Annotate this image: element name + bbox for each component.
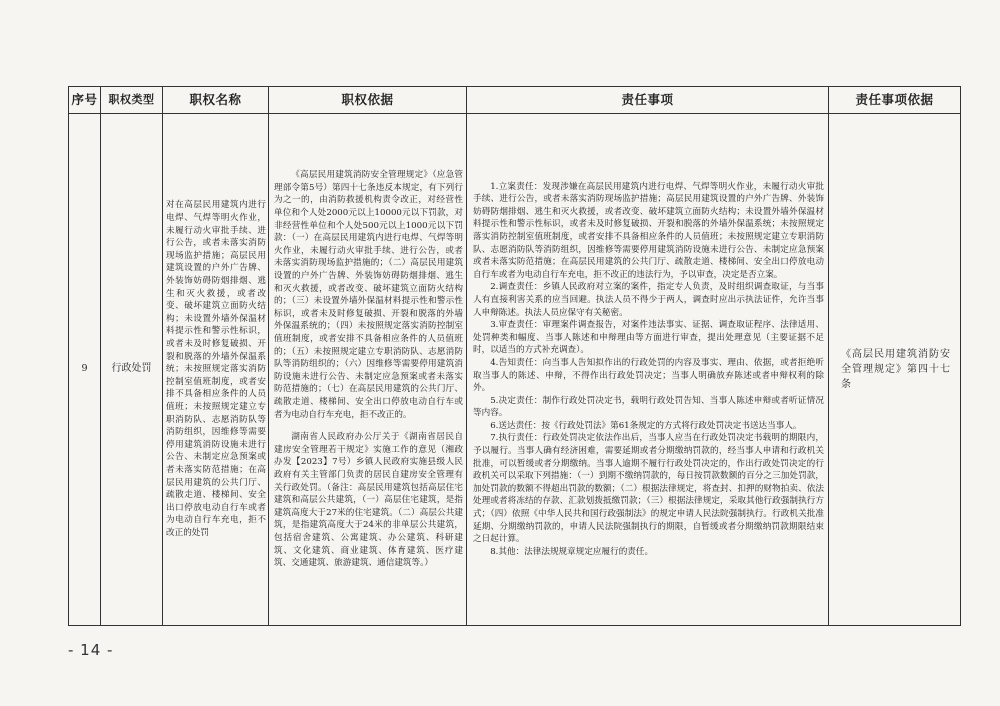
cell-resp — [467, 114, 829, 626]
resp-item-execution: 7.执行责任：行政处罚决定依法作出后，当事人应当在行政处罚决定书载明的期限内，予以履行。当事人确有经济困难，需要延期或者分期缴纳罚款的，经当事人申请和行政机关批准，可以暂缓或者分期缴纳。当事人逾期不履行行政处罚决定的，作出行政处罚决定的行政机关可以采取下列措施：（一）到期不缴纳罚款的，每日按罚款数额的百分之三加处罚款，加处罚款的数额不得超出罚款的数额；（二）根据法律规定，将查封、扣押的财物拍卖、依法处理或者将冻结的存款、汇款划拨抵缴罚款；（三）根据法律规定，采取其他行政强制执行方式；（四）依照《中华人民共和国行政强制法》的规定申请人民法院强制执行。行政机关批准延期、分期缴纳罚款的，申请人民法院强制执行的期限，自暂缓或者分期缴纳罚款期限结束之日起计算。 — [473, 433, 824, 545]
page-number: - 14 - — [68, 641, 114, 659]
resp-item-investigation: 2.调查责任：乡镇人民政府对立案的案件，指定专人负责，及时组织调查取证，与当事人有直接利害关系的应当回避。执法人员不得少于两人，调查时应出示执法证件，允许当事人申辩陈述。执法人员应保守有关秘密。 — [473, 282, 824, 318]
resp-basis-text: 《高层民用建筑消防安全管理规定》第四十七条 — [841, 349, 950, 390]
power-list-table — [68, 86, 961, 626]
resp-item-delivery: 6.送达责任：按《行政处罚法》第61条规定的方式将行政处罚决定书送达当事人。 — [490, 420, 802, 431]
cell-name — [163, 114, 269, 626]
resp-item-decision: 5.决定责任：制作行政处罚决定书，载明行政处罚告知、当事人陈述申辩或者听证情况等内容。 — [473, 395, 824, 419]
header-ref: 责任事项依据 — [829, 87, 961, 114]
header-type: 职权类型 — [101, 87, 163, 114]
cell-basis — [269, 114, 467, 626]
header-name: 职权名称 — [163, 87, 269, 114]
resp-list — [467, 181, 828, 559]
header-resp: 责任事项 — [467, 87, 829, 114]
resp-item-notification: 4.告知责任：向当事人告知拟作出的行政处罚的内容及事实、理由、依据，或者拒绝听取当事人的陈述、申辩，不得作出行政处罚决定；当事人明确放弃陈述或者申辩权利的除外。 — [473, 357, 824, 394]
cell-ref — [829, 114, 961, 626]
resp-item-filing: 1.立案责任：发现涉嫌在高层民用建筑内进行电焊、气焊等明火作业，未履行动火审批手续、进行公告，或者未落实消防现场监护措施；高层民用建筑设置的户外广告牌、外装饰妨碍防烟排烟、逃生和灭火救援，或者改变、破坏建筑立面防火结构；未设置外墙外保温材料提示性和警示性标识，或者未及时修复破损、开裂和脱落的外墙外保温系统；未按照规定落实消防控制室值班制度，或者安排不具备相应条件的人员值班；未按照规定建立专职消防队、志愿消防队等消防组织，因维修等需要停用建筑消防设施未进行公告、未制定应急预案或者未落实防范措施；在高层民用建筑的公共门厅、疏散走道、楼梯间、安全出口停放电动自行车或者为电动自行车充电，拒不改正的违法行为，予以审查，决定是否立案。 — [473, 181, 824, 280]
cell-type: 行政处罚 — [101, 114, 163, 626]
power-name-text: 对在高层民用建筑内进行电焊、气焊等明火作业，未履行动火审批手续、进行公告，或者未落实消防现场监护措施；高层民用建筑设置的户外广告牌、外装饰妨碍防烟排烟、逃生和灭火救援，或者改变、破坏建筑立面防火结构；未设置外墙外保温材料提示性和警示性标识，或者未及时修复破损、开裂和脱落的外墙外保温系统；未按照规定落实消防控制室值班制度，或者安排不具备相应条件的人员值班；未按照规定建立专职消防队、志愿消防队等消防组织，因维修等需要停用建筑消防设施未进行公告、未制定应急预案或者未落实防范措施；在高层民用建筑的公共门厅、疏散走道、楼梯间、安全出口停放电动自行车或者为电动自行车充电，拒不改正的处罚 — [166, 200, 266, 538]
table-header-row — [69, 87, 961, 114]
resp-item-other: 8.其他：法律法规规章规定应履行的责任。 — [490, 546, 654, 557]
header-basis: 职权依据 — [269, 87, 467, 114]
cell-no: 9 — [69, 114, 101, 626]
basis-province-text: 湖南省人民政府办公厅关于《湖南省居民自建房安全管理若干规定》实施工作的意见（湘政办发【2023】7号）乡镇人民政府实施县级人民政府有关主管部门负责的居民自建房安全管理有关行政处罚。（备注：高层民用建筑包括高层住宅建筑和高层公共建筑，（一）高层住宅建筑，是指建筑高度大于27米的住宅建筑。（二）高层公共建筑，是指建筑高度大于24米的非单层公共建筑，包括宿舍建筑、公寓建筑、办公建筑、科研建筑、文化建筑、商业建筑、体育建筑、医疗建筑、交通建筑、旅游建筑、通信建筑等。） — [274, 432, 463, 569]
header-no: 序号 — [69, 87, 101, 114]
basis-regulation-text: 《高层民用建筑消防安全管理规定》（应急管理部令第5号）第四十七条违反本规定，有下列行为之一的，由消防救援机构责令改正，对经营性单位和个人处2000元以上10000元以下罚款，对非经营性单位和个人处500元以上1000元以下罚款：（一）在高层民用建筑内进行电焊、气焊等明火作业，未履行动火审批手续、进行公告，或者未落实消防现场监护措施的；（二）高层民用建筑设置的户外广告牌、外装饰妨碍防烟排烟、逃生和灭火救援，或者改变、破坏建筑立面防火结构的；（三）未设置外墙外保温材料提示性和警示性标识，或者未及时修复破损、开裂和脱落的外墙外保温系统的；（四）未按照规定落实消防控制室值班制度，或者安排不具备相应条件的人员值班的；（五）未按照规定建立专职消防队、志愿消防队等消防组织的；（六）因维修等需要停用建筑消防设施未进行公告、未制定应急预案或者未落实防范措施的；（七）在高层民用建筑的公共门厅、疏散走道、楼梯间、安全出口停放电动自行车或者为电动自行车充电，拒不改正的。 — [274, 170, 463, 420]
resp-item-review: 3.审查责任：审理案件调查报告，对案件违法事实、证据、调查取证程序、法律适用、处罚种类和幅度、当事人陈述和申辩理由等方面进行审查，提出处理意见（主要证据不足时，以适当的方式补充调查）。 — [473, 320, 824, 356]
table-row — [69, 114, 961, 626]
